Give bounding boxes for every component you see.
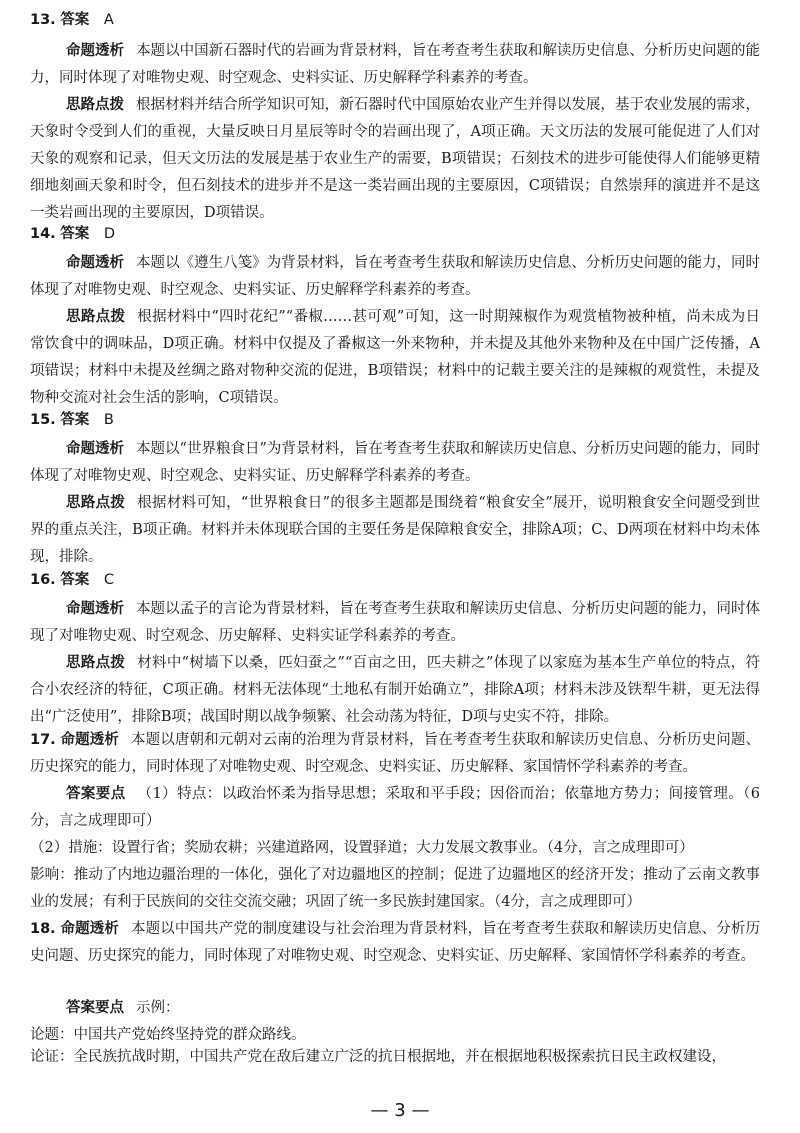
- q13-answer: A: [103, 12, 114, 28]
- q15-answer: B: [103, 412, 114, 428]
- q15-analysis: [30, 436, 760, 490]
- q15-number: 15.: [30, 412, 56, 428]
- q18-points-label: 答案要点: [66, 1000, 124, 1016]
- q14-number: 14.: [30, 226, 56, 242]
- q18-points: [30, 995, 760, 1022]
- q14-tips-label: 思路点拨: [66, 309, 126, 325]
- q13-header: [30, 10, 114, 30]
- q14-answer: D: [103, 226, 116, 242]
- q17-point1-text: （1）特点：以政治怀柔为指导思想；采取和平手段；因俗而治；依靠地方势力；间接管理。（6分，言之成理即可）: [30, 786, 760, 829]
- q16-answer-label: 答案: [60, 572, 90, 588]
- q14-header: [30, 224, 115, 244]
- q13-answer-label: 答案: [60, 12, 90, 28]
- q16-number: 16.: [30, 572, 56, 588]
- q18-number: 18.: [30, 921, 56, 937]
- q17-point1: [30, 781, 760, 835]
- q14-analysis-text: 本题以《遵生八笺》为背景材料，旨在考查考生获取和解读历史信息、分析历史问题的能力，同时体现了对唯物史观、时空观念、史料实证、历史解释学科素养的考查。: [30, 255, 760, 298]
- q17-analysis-text: 本题以唐朝和元朝对云南的治理为背景材料，旨在考查考生获取和解读历史信息、分析历史问题、历史探究的能力，同时体现了对唯物史观、时空观念、史料实证、历史解释、家国情怀学科素养的考查。: [30, 732, 761, 775]
- q13-number: 13.: [30, 12, 56, 28]
- q13-tips-label: 思路点拨: [66, 97, 125, 113]
- q16-tips-text: 材料中“树墙下以桑，匹妇蚕之”“百亩之田，匹夫耕之”体现了以家庭为基本生产单位的特点，符合小农经济的特征，C项正确。材料无法体现“土地私有制开始确立”，排除A项；材料未涉及铁犁牛耕，更无法得出“广泛使用”，排除B项；战国时期以战争频繁、社会动荡为特征，D项与史实不符，排除。: [30, 655, 760, 725]
- q14-tips-text: 根据材料中“四时花纪”“番椒……甚可观”可知，这一时期辣椒作为观赏植物被种植，尚未成为日常饮食中的调味品，D项正确。材料中仅提及了番椒这一外来物种，并未提及其他外来物种及在中国广泛传播，A项错误；材料中未提及丝绸之路对物种交流的促进，B项错误；材料中的记载主要关注的是辣椒的观赏性，未提及物种交流对社会生活的影响，C项错误。: [30, 309, 760, 406]
- q15-analysis-text: 本题以“世界粮食日”为背景材料，旨在考查考生获取和解读历史信息、分析历史问题的能力，同时体现了对唯物史观、时空观念、史料实证、历史解释学科素养的考查。: [30, 441, 760, 484]
- q16-tips: [30, 650, 760, 731]
- q13-analysis: [30, 38, 760, 92]
- q14-answer-label: 答案: [60, 226, 90, 242]
- q18-thesis: 论题：中国共产党始终坚持党的群众路线。: [30, 1027, 306, 1043]
- q16-tips-label: 思路点拨: [66, 655, 126, 671]
- q17-point3: 影响：推动了内地边疆治理的一体化，强化了对边疆地区的控制；促进了边疆地区的经济开发；推动了云南文教事业的发展；有利于民族间的交往交流交融；巩固了统一多民族封建国家。（4分，言之成理即可）: [30, 867, 760, 910]
- q16-header: [30, 570, 114, 590]
- q16-analysis-text: 本题以孟子的言论为背景材料，旨在考查考生获取和解读历史信息、分析历史问题的能力，同时体现了对唯物史观、时空观念、历史解释、史料实证学科素养的考查。: [30, 601, 760, 644]
- q15-tips: [30, 490, 760, 571]
- q17-number: 17.: [30, 732, 56, 748]
- q16-answer: C: [103, 572, 115, 588]
- q16-analysis: [30, 596, 760, 650]
- q18-argument: 论证：全民族抗战时期，中国共产党在敌后建立广泛的抗日根据地，并在根据地积极探索抗日民主政权建设，: [30, 1049, 726, 1065]
- q15-tips-label: 思路点拨: [66, 495, 126, 511]
- q14-analysis-label: 命题透析: [66, 255, 125, 271]
- q15-header: [30, 410, 114, 430]
- q18-analysis: [30, 916, 760, 970]
- q18-analysis-label: 命题透析: [60, 921, 119, 937]
- q15-answer-label: 答案: [60, 412, 90, 428]
- q14-tips: [30, 304, 760, 412]
- q14-analysis: [30, 250, 760, 304]
- q13-analysis-label: 命题透析: [66, 43, 125, 59]
- q18-example: 示例：: [136, 1000, 180, 1016]
- q15-tips-text: 根据材料可知，“世界粮食日”的很多主题都是围绕着“粮食安全”展开，说明粮食安全问题受到世界的重点关注，B项正确。材料并未体现联合国的主要任务是保障粮食安全，排除A项；C、D两项在材料中均未体现，排除。: [30, 495, 761, 565]
- q13-tips-text: 根据材料并结合所学知识可知，新石器时代中国原始农业产生并得以发展，基于农业发展的需求，天象时令受到人们的重视，大量反映日月星辰等时令的岩画出现了，A项正确。天文历法的发展可能促进了人们对天象的观察和记录，但天文历法的发展是基于农业生产的需要，B项错误；石刻技术的进步可能使得人们能够更精细地刻画天象和时令，但石刻技术的进步并不是这一类岩画出现的主要原因，C项错误；自然崇拜的演进并不是这一类岩画出现的主要原因，D项错误。: [30, 97, 760, 221]
- q18-analysis-text: 本题以中国共产党的制度建设与社会治理为背景材料，旨在考查考生获取和解读历史信息、分析历史问题、历史探究的能力，同时体现了对唯物史观、时空观念、史料实证、历史解释、家国情怀学科素养的考查。: [30, 921, 761, 964]
- q17-point2: （2）措施：设置行省；奖励农耕；兴建道路网，设置驿道；大力发展文教事业。（4分，言之成理即可）: [30, 840, 694, 856]
- q13-tips: [30, 92, 760, 227]
- q17-analysis: [30, 727, 760, 781]
- page-number: — 3 —: [370, 1100, 430, 1121]
- q17-points-label: 答案要点: [66, 786, 126, 802]
- q17-analysis-label: 命题透析: [60, 732, 119, 748]
- q16-analysis-label: 命题透析: [66, 601, 125, 617]
- q13-analysis-text: 本题以中国新石器时代的岩画为背景材料，旨在考查考生获取和解读历史信息、分析历史问题的能力，同时体现了对唯物史观、时空观念、史料实证、历史解释学科素养的考查。: [30, 43, 760, 86]
- q15-analysis-label: 命题透析: [66, 441, 125, 457]
